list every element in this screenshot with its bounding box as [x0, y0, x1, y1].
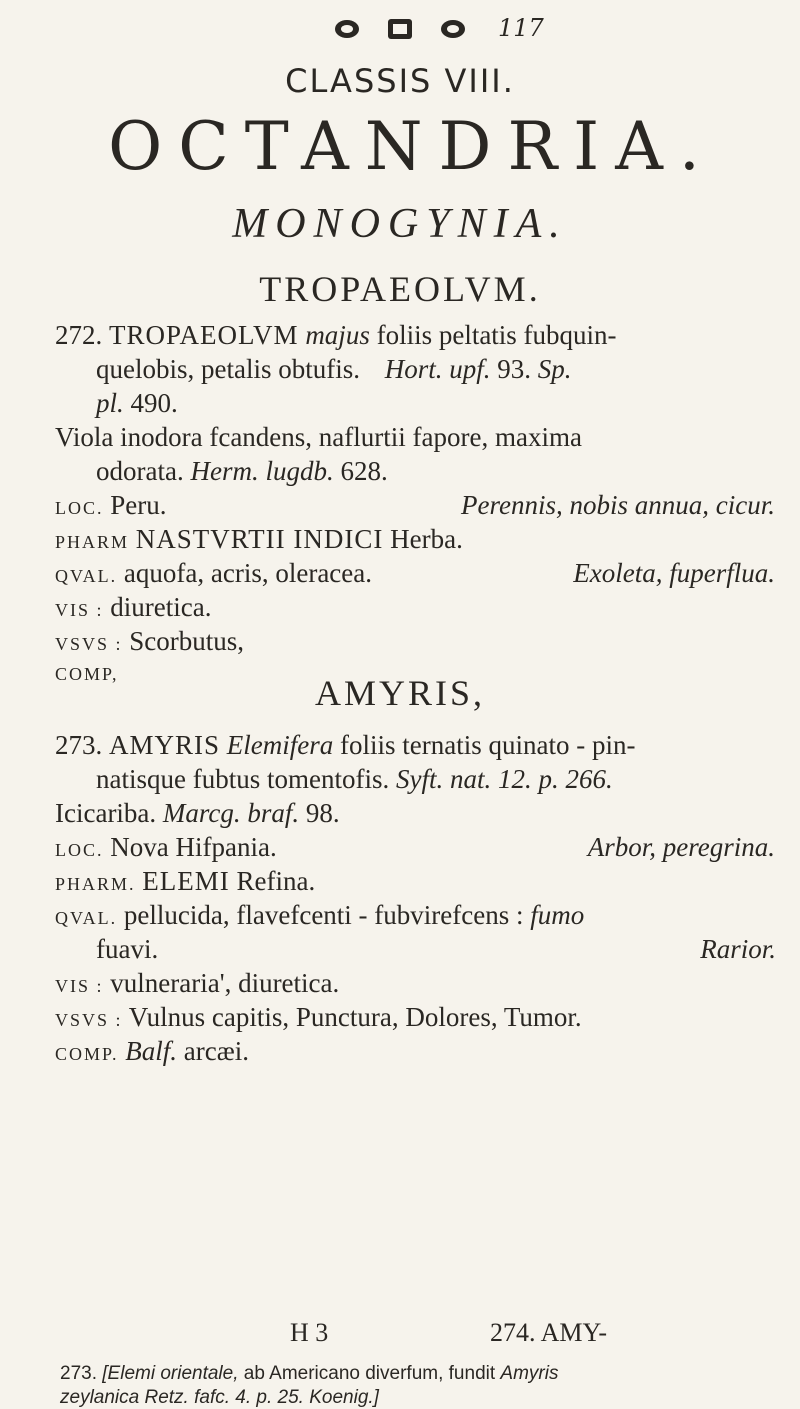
printer-fleuron-icon: [325, 14, 475, 44]
entry-273-qual-cont: fuavi. Rarior.: [96, 934, 776, 964]
entry-272-usus: VSVS : Scorbutus,: [55, 626, 245, 656]
entry-273-vis: VIS : vulneraria', diuretica.: [55, 968, 340, 998]
entry-273-qual: QVAL. pellucida, flavefcenti - fubvirefcens : fumo: [55, 900, 585, 930]
footnote-line-1: 273. [Elemi orientale, ab Americano diverfum, fundit Amyris: [60, 1363, 559, 1384]
class-heading: CLASSIS VIII.: [285, 62, 515, 100]
entry-272-vis: VIS : diuretica.: [55, 592, 212, 622]
entry-273-comp: COMP. Balf. arcæi.: [55, 1036, 250, 1066]
entry-272-line-1: 272. TROPAEOLVM majus foliis peltatis fubquin-: [55, 320, 617, 350]
entry-273-line-3: Icicariba. Marcg. braf. 98.: [55, 798, 340, 828]
entry-272-qual: QVAL. aquofa, acris, oleracea. Exoleta, fuperflua.: [55, 558, 775, 588]
suborder-heading: MONOGYNIA.: [232, 201, 568, 247]
entry-273-usus: VSVS : Vulnus capitis, Punctura, Dolores, Tumor.: [55, 1002, 582, 1032]
signature-mark: H 3: [290, 1318, 329, 1347]
catchword: 274. AMY-: [490, 1318, 608, 1347]
entry-272-loc: LOC. Peru. Perennis, nobis annua, cicur.: [55, 490, 775, 520]
entry-272-line-5: odorata. Herm. lugdb. 628.: [96, 456, 388, 486]
entry-272-line-3: pl. 490.: [96, 388, 178, 418]
genus-heading-amyris: AMYRIS,: [314, 673, 486, 713]
genus-heading-tropaeolum: TROPAEOLVM.: [259, 269, 541, 309]
page-number: 117: [498, 14, 544, 42]
entry-273-line-1: 273. AMYRIS Elemifera foliis ternatis quinato - pin-: [55, 730, 636, 760]
entry-272-line-4: Viola inodora fcandens, naflurtii fapore, maxima: [55, 422, 582, 452]
entry-272-line-2: quelobis, petalis obtufis. Hort. upf. 93. Sp.: [96, 354, 572, 384]
entry-272-pharm: PHARM NASTVRTII INDICI Herba.: [55, 524, 463, 554]
entry-273-loc: LOC. Nova Hifpania. Arbor, peregrina.: [55, 832, 775, 862]
entry-273-pharm: PHARM. ELEMI Refina.: [55, 866, 316, 896]
footnote-line-2: zeylanica Retz. fafc. 4. p. 25. Koenig.]: [60, 1387, 379, 1408]
entry-273-line-2: natisque fubtus tomentofis. Syft. nat. 12. p. 266.: [96, 764, 613, 794]
order-heading: OCTANDRIA.: [108, 108, 716, 185]
entry-272-comp: COMP,: [55, 664, 119, 684]
